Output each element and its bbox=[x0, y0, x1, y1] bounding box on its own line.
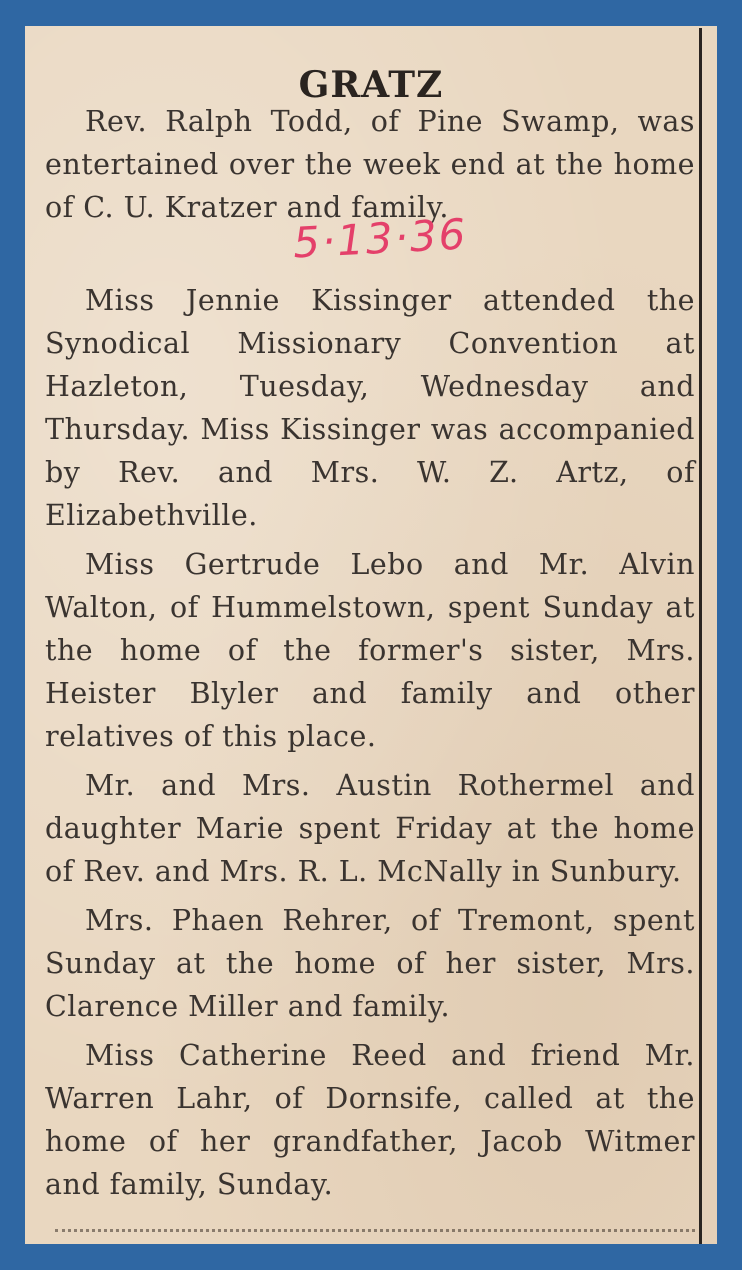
paragraph-4: Mr. and Mrs. Austin Rothermel and daughter Marie spent Friday at the home of Rev. and Mrs. R. L. McNally in Sunbury. bbox=[45, 769, 695, 888]
column-rule bbox=[699, 28, 702, 1244]
newspaper-clipping bbox=[25, 26, 717, 1244]
handwritten-date: 5·13·36 bbox=[291, 209, 469, 268]
paragraph-2: Miss Jennie Kissinger attended the Synodical Missionary Convention at Hazleton, Tuesday, Wednesday and Thursday. Miss Kissinger was accompanied by Rev. and Mrs. W. Z. Artz, of Elizabethville. bbox=[45, 284, 695, 532]
paragraph-6: Miss Catherine Reed and friend Mr. Warren Lahr, of Dornsife, called at the home of her grandfather, Jacob Witmer and family, Sunday. bbox=[45, 1039, 695, 1201]
paragraph-1: Rev. Ralph Todd, of Pine Swamp, was entertained over the week end at the home of C. U. Kratzer and family. bbox=[45, 105, 695, 224]
clipping-cut-edge bbox=[55, 1229, 695, 1232]
headline: GRATZ bbox=[298, 64, 444, 106]
paragraph-3: Miss Gertrude Lebo and Mr. Alvin Walton, of Hummelstown, spent Sunday at the home of the former's sister, Mrs. Heister Blyler and family and other relatives of this place. bbox=[45, 548, 695, 753]
paragraph-5: Mrs. Phaen Rehrer, of Tremont, spent Sunday at the home of her sister, Mrs. Clarence Miller and family. bbox=[45, 904, 695, 1023]
